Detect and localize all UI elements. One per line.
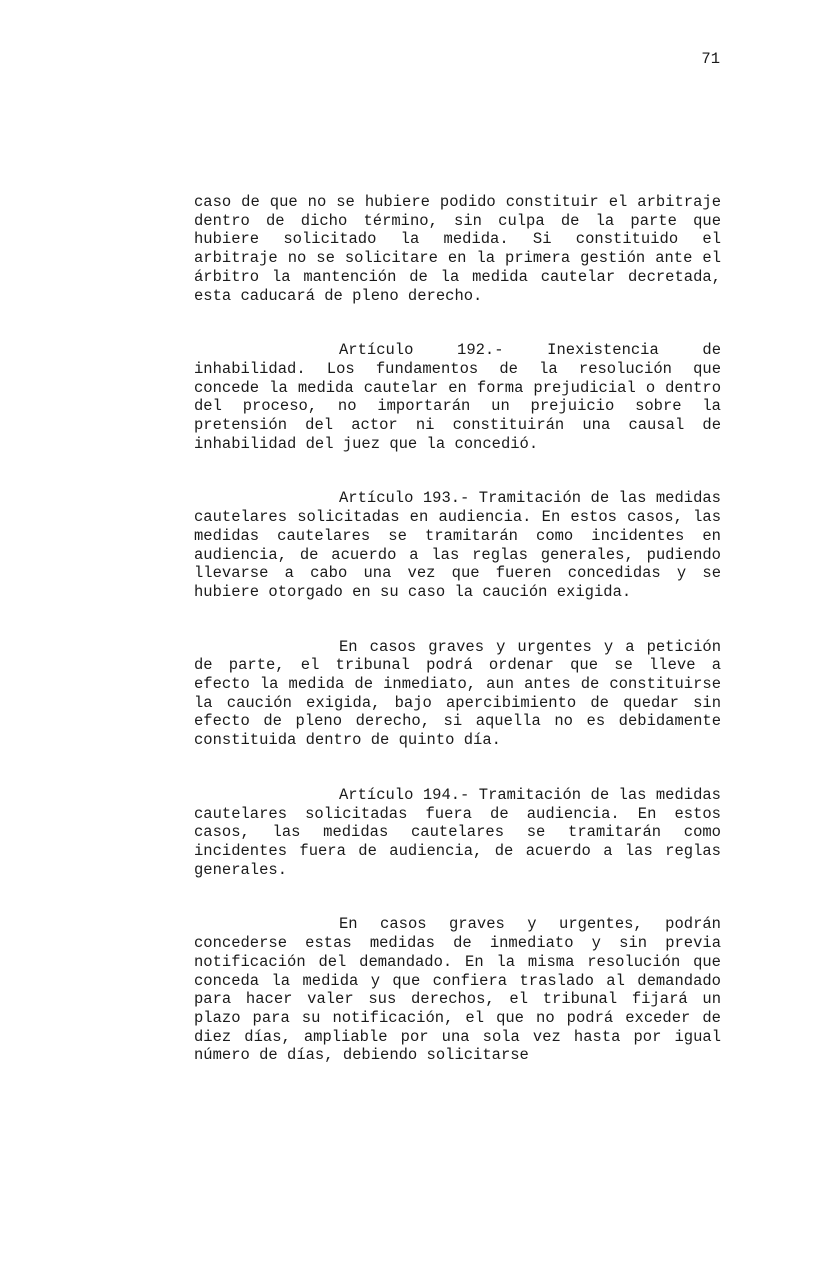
- paragraph-articulo-194: Artículo 194.- Tramitación de las medidas cautelares solicitadas fuera de audiencia. En estos casos, las medidas cautelares se tramitarán como incidentes fuera de audiencia, de acuerdo a las reglas generales.: [194, 785, 721, 879]
- paragraph-articulo-192: Artículo 192.- Inexistencia de inhabilidad. Los fundamentos de la resolución que concede la medida cautelar en forma prejudicial o dentro del proceso, no importarán un prejuicio sobre la pretensión del actor ni constituirán una causal de inhabilidad del juez que la concedió.: [194, 341, 721, 453]
- document-body: [194, 193, 721, 1101]
- paragraph-articulo-193-urgentes: En casos graves y urgentes y a petición de parte, el tribunal podrá ordenar que se lleve a efecto la medida de inmediato, aun antes de constituirse la caución exigida, bajo apercibimiento de quedar sin efecto de pleno derecho, si aquella no es debidamente constituida dentro de quinto día.: [194, 637, 721, 750]
- paragraph-articulo-193: Artículo 193.- Tramitación de las medidas cautelares solicitadas en audiencia. En estos casos, las medidas cautelares se tramitarán como incidentes en audiencia, de acuerdo a las reglas generales, pudiendo llevarse a cabo una vez que fueren concedidas y se hubiere otorgado en su caso la caución exigida.: [194, 489, 721, 601]
- page-number: 71: [701, 50, 720, 68]
- paragraph-arbitraje-caducidad: caso de que no se hubiere podido constituir el arbitraje dentro de dicho término, sin culpa de la parte que hubiere solicitado la medida. Si constituido el arbitraje no se solicitare en la primera gestión ante el árbitro la mantención de la medida cautelar decretada, esta caducará de pleno derecho.: [194, 193, 721, 305]
- paragraph-articulo-194-urgentes: En casos graves y urgentes, podrán concederse estas medidas de inmediato y sin previa notificación del demandado. En la misma resolución que conceda la medida y que confiera traslado al demandado para hacer valer sus derechos, el tribunal fijará un plazo para su notificación, el que no podrá exceder de diez días, ampliable por una sola vez hasta por igual número de días, debiendo solicitarse: [194, 915, 721, 1065]
